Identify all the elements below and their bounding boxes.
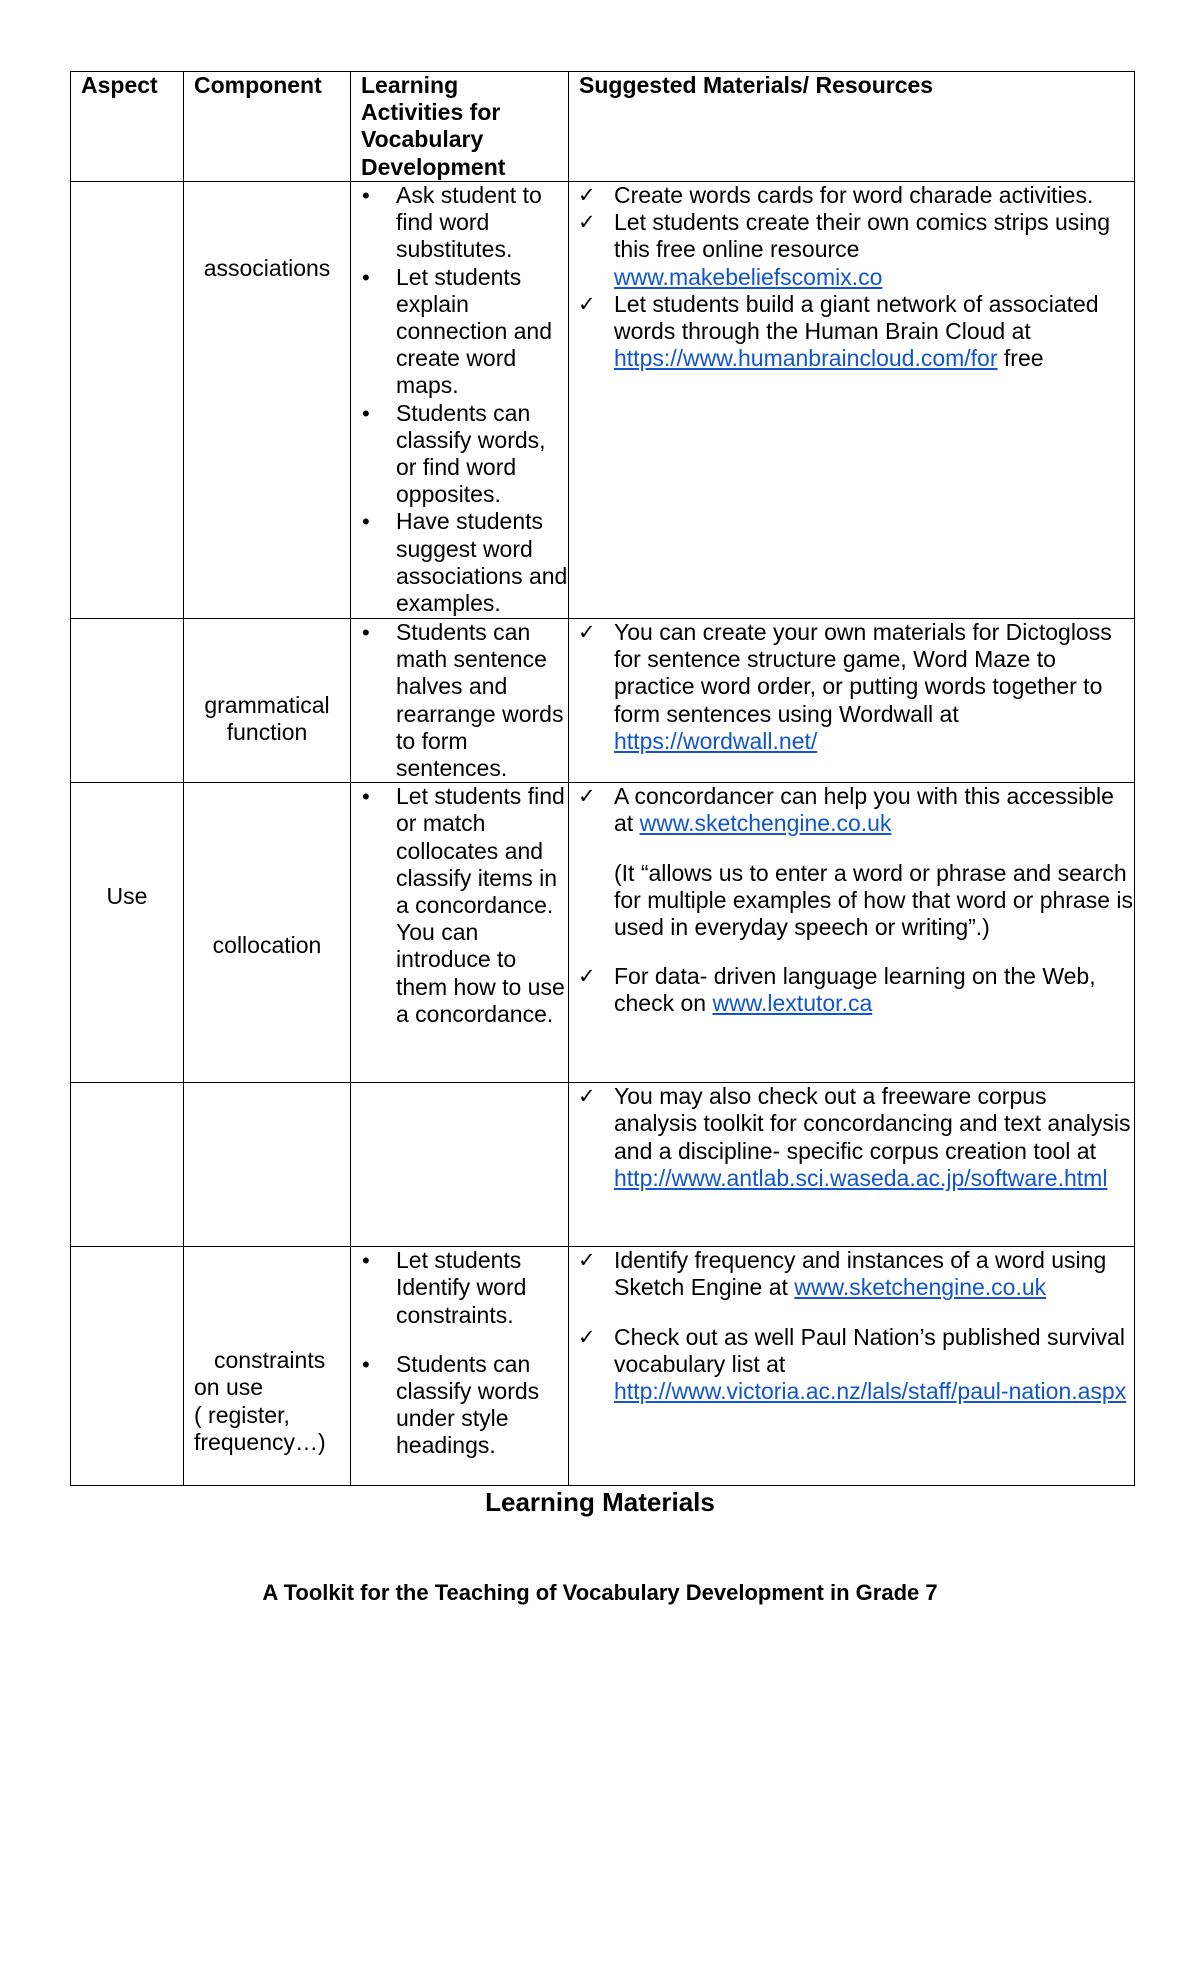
materials-cell (569, 783, 1135, 1083)
activities-cell (351, 1083, 569, 1247)
activities-cell (351, 182, 569, 619)
list-item: ✓ Let students create their own comics strips using this free online resource www.makebeliefscomix.co (569, 209, 1134, 291)
list-item: ✓ Create words cards for word charade activities. (569, 182, 1134, 209)
component-grammatical-function: grammatical function (204, 692, 330, 746)
humanbraincloud-link[interactable]: https://www.humanbraincloud.com/for (614, 345, 998, 372)
list-item: • Let students explain connection and create word maps. (351, 264, 568, 400)
component-collocation: collocation (212, 932, 322, 959)
makebeliefscomix-link[interactable]: www.makebeliefscomix.co (614, 263, 883, 290)
lextutor-link[interactable]: www.lextutor.ca (712, 990, 873, 1017)
list-item: ✓ Identify frequency and instances of a word using Sketch Engine at www.sketchengine.co.uk (569, 1247, 1134, 1301)
list-item: • Let students find or match collocates and classify items in a concordance. You can introduce to them how to use a concordance. (351, 783, 568, 1028)
materials-list (569, 619, 1134, 755)
row-associations (71, 182, 1135, 619)
activity-list (351, 619, 568, 782)
list-item: ✓ Let students build a giant network of associated words through the Human Brain Cloud at https://www.humanbraincloud.com/for free (569, 291, 1134, 373)
aspect-cell (71, 619, 184, 783)
list-item: ✓ You can create your own materials for Dictogloss for sentence structure game, Word Maze to practice word order, or putting words together to form sentences using Wordwall at https://wordwall.net/ (569, 619, 1134, 755)
component-associations: associations (203, 255, 331, 281)
materials-list (569, 963, 1134, 1017)
activity-list (351, 1247, 568, 1459)
header-row (71, 72, 1135, 182)
component-cell (184, 1247, 351, 1486)
component-cell (184, 1083, 351, 1247)
row-antlab (71, 1083, 1135, 1247)
component-cell (184, 619, 351, 783)
paul-nation-link[interactable]: http://www.victoria.ac.nz/lals/staff/paul-nation.aspx (614, 1378, 1127, 1405)
activities-cell (351, 1247, 569, 1486)
vocabulary-table (70, 71, 1135, 1486)
activities-cell (351, 619, 569, 783)
materials-list (569, 1247, 1134, 1405)
activity-list (351, 783, 568, 1028)
row-collocation (71, 783, 1135, 1083)
list-item: ✓ You may also check out a freeware corpus analysis toolkit for concordancing and text analysis and a discipline- specific corpus creation tool at http://www.antlab.sci.waseda.ac.jp/software.html (569, 1083, 1134, 1192)
activities-cell (351, 783, 569, 1083)
activity-list (351, 182, 568, 617)
page-subtitle: A Toolkit for the Teaching of Vocabulary Development in Grade 7 (262, 1580, 938, 1605)
list-item: ✓ For data- driven language learning on the Web, check on www.lextutor.ca (569, 963, 1134, 1017)
header-activities: Learning Activities for Vocabulary Development (351, 72, 569, 182)
header-component: Component (184, 72, 351, 182)
aspect-cell (71, 1247, 184, 1486)
component-constraints: constraints on use ( register, frequency…) (194, 1347, 326, 1455)
list-item: • Ask student to find word substitutes. (351, 182, 568, 264)
list-item: • Students can math sentence halves and rearrange words to form sentences. (351, 619, 568, 782)
sketchengine-link[interactable]: www.sketchengine.co.uk (794, 1274, 1047, 1301)
row-grammatical-function (71, 619, 1135, 783)
header-materials: Suggested Materials/ Resources (569, 72, 1135, 182)
list-item: • Let students Identify word constraints. (351, 1247, 568, 1329)
component-cell (184, 182, 351, 619)
list-item: • Students can classify words under style headings. (351, 1351, 568, 1460)
materials-list (569, 783, 1134, 837)
materials-list (569, 1083, 1134, 1192)
materials-cell (569, 619, 1135, 783)
antlab-link[interactable]: http://www.antlab.sci.waseda.ac.jp/software.html (614, 1164, 1108, 1191)
list-item: ✓ Check out as well Paul Nation’s published survival vocabulary list at http://www.victoria.ac.nz/lals/staff/paul-nation.aspx (569, 1324, 1134, 1406)
wordwall-link[interactable]: https://wordwall.net/ (614, 727, 818, 754)
header-aspect: Aspect (71, 72, 184, 182)
aspect-cell (71, 783, 184, 1083)
aspect-use: Use (106, 883, 148, 910)
concordancer-quote: (It “allows us to enter a word or phrase and search for multiple examples of how that word or phrase is used in everyday speech or writing”.) (614, 859, 1134, 941)
page-title: Learning Materials (485, 1487, 715, 1517)
materials-cell (569, 182, 1135, 619)
list-item: • Students can classify words, or find word opposites. (351, 400, 568, 509)
materials-list (569, 182, 1134, 372)
component-cell (184, 783, 351, 1083)
materials-cell (569, 1247, 1135, 1486)
materials-cell (569, 1083, 1135, 1247)
list-item: • Have students suggest word associations and examples. (351, 508, 568, 617)
row-constraints (71, 1247, 1135, 1486)
aspect-cell (71, 1083, 184, 1247)
list-item: ✓ A concordancer can help you with this accessible at www.sketchengine.co.uk (569, 783, 1134, 837)
sketchengine-link[interactable]: www.sketchengine.co.uk (639, 810, 892, 837)
aspect-cell (71, 182, 184, 619)
